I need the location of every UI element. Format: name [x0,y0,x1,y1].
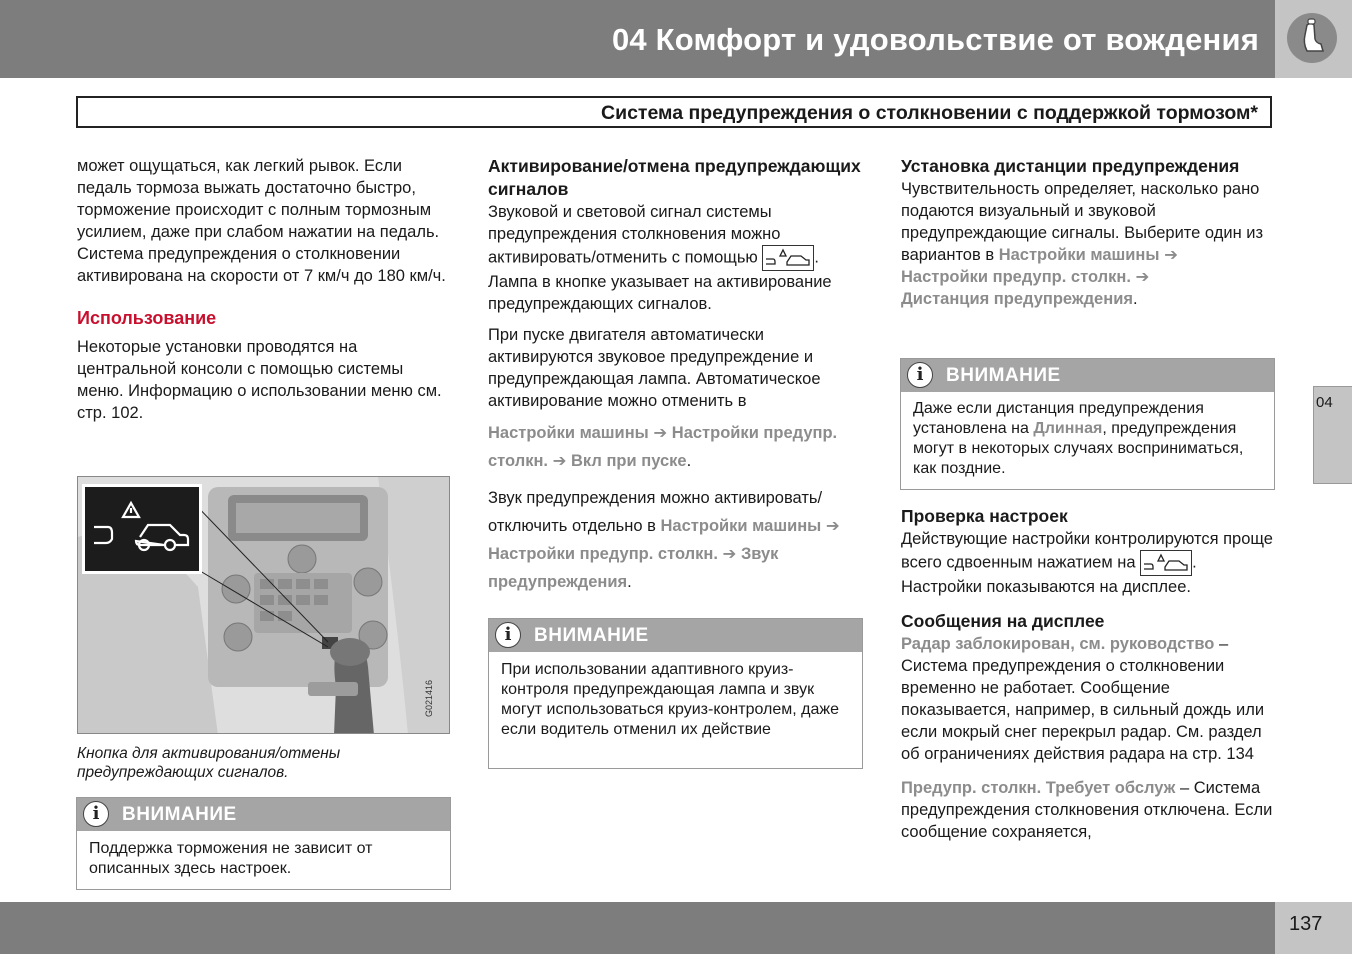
photo-code: G021416 [424,679,434,717]
page-number-box [1275,902,1352,954]
col3-paragraph-2: Действующие настройки контролируются проще всего сдвоенным нажатием на . Настройки показываются на дисплее. [901,530,1273,596]
arrow-icon: ➔ [653,424,668,442]
arrow-icon: ➔ [825,517,840,535]
message-2: Предупр. столкн. Требует обслуж – Система предупреждения столкновения отключена. Если сообщение сохраняется, [901,779,1273,841]
arrow-icon: ➔ [722,545,737,563]
note-title: ВНИМАНИЕ [946,365,1061,386]
col2-paragraph-3: Звук предупреждения можно активировать/ отключить отдельно в Настройки машины ➔ Настройки предупр. столкн. ➔ Звук предупреждения. [488,489,840,591]
button-closeup [85,487,199,571]
note-box-3 [900,358,1275,490]
info-icon: i [83,801,109,827]
page-header [0,0,1275,78]
note-header [489,619,862,652]
distance-heading: Установка дистанции предупреждения [901,156,1240,176]
note-title: ВНИМАНИЕ [534,625,649,646]
col1-paragraph-1: может ощущаться, как легкий рывок. Если педаль тормоза выжать достаточно быстро, торможение происходит с полным тормозным усилием, даже при слабом нажатии на педаль. Система предупреждения о столкновении активирована на скорости от 7 км/ч до 180 км/ч. [77,157,446,285]
page-footer [0,902,1275,954]
activation-heading: Активирование/отмена предупреждающих сигналов [488,156,861,199]
col1-paragraph-2: Некоторые установки проводятся на центральной консоли с помощью системы меню. Информацию о использовании меню см. стр. 102. [77,338,442,422]
arrow-icon: ➔ [1135,268,1150,286]
note-header [901,359,1274,392]
column-3 [901,155,1275,319]
chapter-side-tab [1313,386,1352,484]
collision-warning-button-icon [1140,550,1192,576]
note-box-2 [488,618,863,769]
seat-icon [1287,13,1337,63]
page-number: 137 [1289,913,1323,935]
info-icon: i [495,622,521,648]
section-title-box [76,96,1272,128]
message-1: Радар заблокирован, см. руководство – Система предупреждения о столкновении временно не работает. Сообщение показывается, например, в сильный дождь или если мокрый снег перекрыл радар. См. раздел об ограничениях действия радара на стр. 134 [901,635,1265,763]
arrow-icon: ➔ [552,452,567,470]
note-title: ВНИМАНИЕ [122,804,237,825]
arrow-icon: ➔ [1164,246,1178,264]
chapter-tab-number: 04 [1316,394,1333,411]
check-settings-heading: Проверка настроек [901,506,1068,526]
menu-path-autostart: Настройки машины ➔ Настройки предупр. столкн. ➔ Вкл при пуске. [488,424,838,470]
note-text: Даже если дистанция предупреждения установлена на Длинная, предупреждения могут в некоторых случаях восприниматься, как поздние. [913,400,1244,477]
chapter-title: 04 Комфорт и удовольствие от вождения [611,22,1259,57]
chapter-icon-box [1275,0,1352,78]
col2-paragraph-1: Звуковой и световой сигнал системы предупреждения столкновения можно активировать/отменить с помощью . Лампа в кнопке указывает на активирование предупреждающих сигналов. [488,203,832,313]
collision-warning-button-icon [762,245,814,271]
col2-paragraph-2: При пуске двигателя автоматически активируются звуковое предупреждение и предупреждающая лампа. Автоматическое активирование можно отменить в [488,326,821,410]
note-header [77,798,450,831]
usage-heading: Использование [77,308,217,328]
column-2 [488,155,862,605]
photo-caption: Кнопка для активирования/отмены предупреждающих сигналов. [77,745,341,781]
console-photo [77,476,450,734]
note-box-1 [76,797,451,890]
display-messages-heading: Сообщения на дисплее [901,611,1105,631]
info-icon: i [907,362,933,388]
section-title: Система предупреждения о столкновении с поддержкой тормозом* [601,102,1258,124]
note-text: Поддержка торможения не зависит от описанных здесь настроек. [89,840,373,877]
column-3-lower [901,505,1275,852]
col3-paragraph-1: Чувствительность определяет, насколько рано подаются визуальный и звуковой предупреждающие сигналы. Выберите один из вариантов в Настройки машины ➔ Настройки предупр. столкн. ➔ Дистанция предупреждения. [901,180,1264,308]
note-text: При использовании адаптивного круиз-контроля предупреждающая лампа и звук могут использоваться круиз-контролем, даже если водитель отменил их действие [501,661,839,738]
column-1 [77,155,450,433]
